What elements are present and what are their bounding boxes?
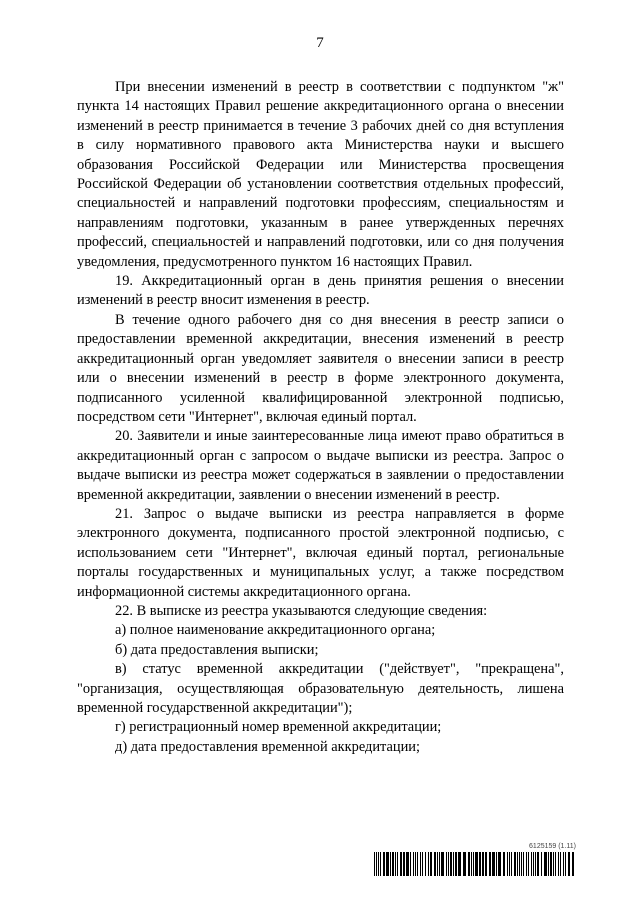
page-number: 7 — [316, 35, 324, 51]
paragraph: При внесении изменений в реестр в соответствии с подпунктом "ж" пункта 14 настоящих Правил решение аккредитационного органа о внесении изменений в реестр принимается в течение 3 рабочих дней со дня вступления в силу нормативного правового акта Министерства науки и высшего образования Российской Федерации или Министерства просвещения Российской Федерации об установлении соответствия отдельных профессий, специальностей и направлений подготовки профессиям, специальностям и направлениям подготовки, указанным в ранее утвержденных перечнях профессий, специальностей и направлений подготовки, или со дня получения уведомления, предусмотренного пунктом 16 настоящих Правил. — [77, 79, 564, 270]
list-item-b: б) дата предоставления выписки; — [115, 641, 319, 658]
list-item-g: г) регистрационный номер временной аккредитации; — [115, 719, 442, 736]
paragraph: В течение одного рабочего дня со дня внесения в реестр записи о предоставлении временной аккредитации, внесения изменений в реестр аккредитационный орган уведомляет заявителя о внесении записи в реестр или о внесении изменений в реестр в форме электронного документа, подписанного усиленной квалифицированной электронной подписью, посредством сети "Интернет", включая единый портал. — [77, 311, 564, 425]
paragraph-item-21: 21. Запрос о выдаче выписки из реестра направляется в форме электронного документа, подписанного простой электронной подписью, с использованием сети "Интернет", включая единый портал, региональные порталы государственных и муниципальных услуг, а также посредством информационной системы аккредитационного органа. — [77, 505, 564, 600]
document-body — [77, 78, 564, 757]
document-code: 6125159 (1.11) — [529, 843, 576, 850]
paragraph-item-22: 22. В выписке из реестра указываются следующие сведения: — [115, 602, 488, 619]
paragraph-item-20: 20. Заявители и иные заинтересованные лица имеют право обратиться в аккредитационный орган с запросом о выдаче выписки из реестра. Запрос о выдаче выписки из реестра может содержаться в заявлении о предоставлении временной аккредитации, заявлении о внесении изменений в реестр. — [77, 428, 564, 503]
list-item-d: д) дата предоставления временной аккредитации; — [115, 738, 421, 755]
list-item-a: а) полное наименование аккредитационного органа; — [115, 622, 436, 639]
barcode-icon — [374, 852, 576, 876]
list-item-v: в) статус временной аккредитации ("действует", "прекращена", "организация, осуществляющая образовательную деятельность, лишена временной государственной аккредитации"); — [77, 661, 564, 716]
paragraph-item-19: 19. Аккредитационный орган в день принятия решения о внесении изменений в реестр вносит изменения в реестр. — [77, 273, 564, 309]
